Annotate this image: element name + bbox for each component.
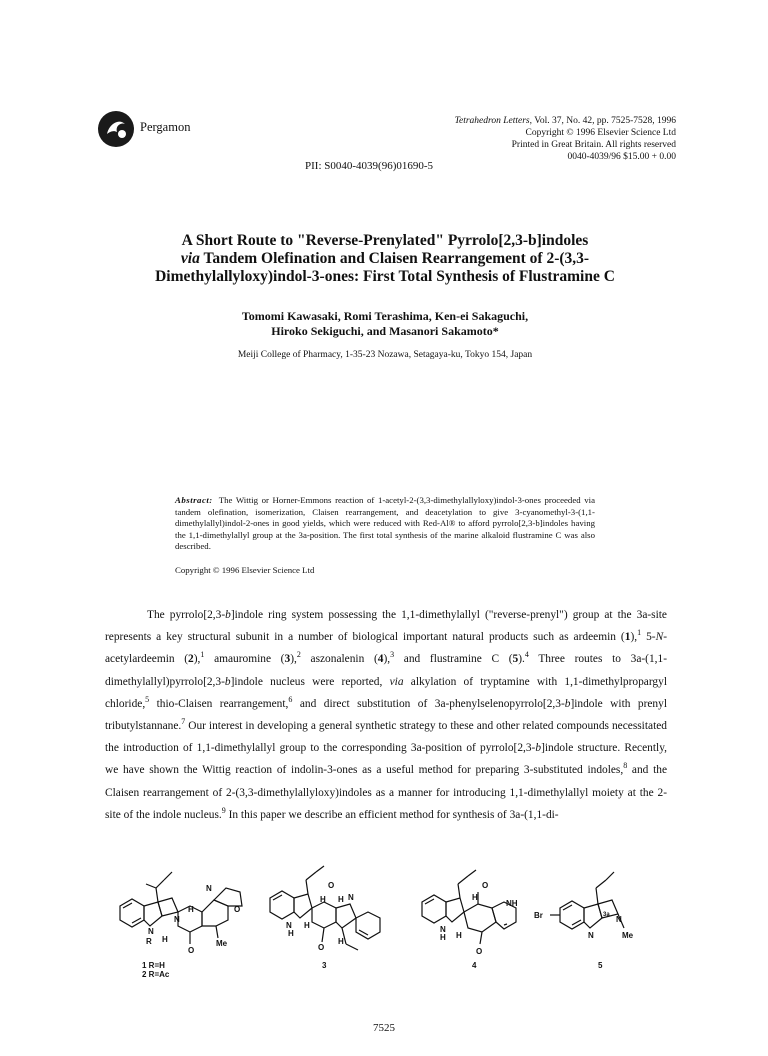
paper-title: A Short Route to "Reverse-Prenylated" Pyrrolo[2,3-b]indoles via Tandem Olefination and Claisen Rearrangement of 2-(3,3- Dimethylallyloxy)indol-3-ones: First Total Synthesis of Flustramine C — [155, 232, 615, 285]
structure-4 — [422, 870, 516, 944]
compound-label-1: 1 R=H — [142, 961, 165, 970]
atom-label: H — [288, 929, 294, 938]
paragraph: The pyrrolo[2,3-b]indole ring system possessing the 1,1-dimethylallyl ("reverse-prenyl") group at the 3a-site represents a key structural subunit in a number of biological important natural products such as ardeemin (1),$^1$ 5-N-acetylardeemin (2),$^1$ amauromine (3),$^2$ aszonalenin (4),$^3$ and flustramine C (5).$^4$ Three routes to 3a-(1,1-dimethylallyl)pyrrolo[2,3-b]indole nucleus were reported, via alkylation of tryptamine with 1,1-dimethylpropargyl chloride,$^5$ thio-Claisen rearrangement,$^6$ and direct substitution of 3a-phenylselenopyrrolo[2,3-b]indole with prenyl tributylstannane.$^7$ Our interest in developing a general synthetic strategy to these and other related compounds necessitated the introduction of 1,1-dimethylallyl group to the corresponding 3a-position of pyrrolo[2,3-b]indole structure. Recently, we have shown the Wittig reaction of indolin-3-ones as a useful method for preparing 3-substituted indoles,$^8$ and the Claisen rearrangement of 2-(3,3-dimethylallyloxy)indoles as a manner for introducing 1,1-dimethylallyl moiety at the 2-site of the indole nucleus.$^9$ In this paper we describe an efficient method for synthesis of 3a-(1,1-di- — [105, 609, 668, 821]
structure-5 — [550, 872, 624, 929]
pergamon-logo — [97, 110, 135, 148]
compound-label-3: 3 — [322, 961, 327, 970]
atom-label: O — [188, 946, 195, 955]
abstract-text: The Wittig or Horner-Emmons reaction of 1-acetyl-2-(3,3-dimethylallyloxy)indol-3-ones proceeded via tandem olefination, isomerization, Claisen rearrangement, and deacetylation to give 3-cyanomethyl-3-(1,1-dimethylallyl)indol-2-ones in good yields, which were reduced with Red-Al® to afford pyrrolo[2,3-b]indoles having the 1,1-dimethylallyl group at the 3a-position. The first total synthesis of the marine alkaloid flustramine C was also described. — [175, 495, 595, 552]
atom-label: H — [472, 893, 478, 902]
body-text — [105, 604, 667, 826]
journal-name: Tetrahedron Letters — [454, 116, 530, 126]
atom-label: N — [616, 915, 622, 924]
atom-label: O — [318, 943, 325, 952]
atom-label: N — [286, 921, 292, 930]
pii: PII: S0040-4039(96)01690-5 — [305, 160, 434, 172]
atom-label: N — [174, 915, 180, 924]
atom-label: N — [148, 927, 154, 936]
journal-info: Tetrahedron Letters, Vol. 37, No. 42, pp. 7525-7528, 1996 Copyright © 1996 Elsevier Science Ltd Printed in Great Britain. All rights reserved 0040-4039/96 $15.00 + 0.00 — [356, 115, 676, 163]
atom-label: 3a — [603, 912, 610, 918]
structure-1-2 — [120, 872, 242, 944]
compound-label-4: 4 — [472, 961, 477, 970]
atom-label: H — [456, 931, 462, 940]
compound-label-2: 2 R=Ac — [142, 970, 170, 978]
atom-label: R — [146, 937, 152, 946]
atom-label: H — [188, 905, 194, 914]
atom-label: N — [588, 931, 594, 940]
page-number: 7525 — [373, 1022, 395, 1034]
atom-label: O — [328, 881, 335, 890]
abstract — [175, 495, 595, 553]
issn-line: 0040-4039/96 $15.00 + 0.00 — [567, 152, 676, 162]
atom-label: H — [320, 895, 326, 904]
compound-label-5: 5 — [598, 961, 603, 970]
chemical-structures-figure — [110, 858, 670, 978]
copyright-line: Copyright © 1996 Elsevier Science Ltd — [525, 128, 676, 138]
abstract-copyright: Copyright © 1996 Elsevier Science Ltd — [175, 565, 315, 575]
atom-label: H — [162, 935, 168, 944]
atom-label: O — [234, 905, 241, 914]
atom-label: O — [476, 947, 483, 956]
structure-3 — [270, 866, 380, 950]
atom-label: N — [348, 893, 354, 902]
atom-label: H — [304, 921, 310, 930]
printed-line: Printed in Great Britain. All rights reserved — [511, 140, 676, 150]
atom-label: NH — [506, 899, 518, 908]
atom-label: H — [338, 937, 344, 946]
authors: Tomomi Kawasaki, Romi Terashima, Ken-ei Sakaguchi, Hiroko Sekiguchi, and Masanori Sakamoto* — [241, 309, 529, 338]
atom-label: H — [338, 895, 344, 904]
atom-label: Me — [216, 939, 228, 948]
publisher-name: Pergamon — [140, 120, 191, 134]
atom-label: O — [482, 881, 489, 890]
affiliation: Meiji College of Pharmacy, 1-35-23 Nozawa, Setagaya-ku, Tokyo 154, Japan — [237, 350, 533, 360]
atom-label: N — [206, 884, 212, 893]
atom-label: Br — [534, 911, 543, 920]
atom-label: Me — [622, 931, 634, 940]
atom-label: N — [440, 925, 446, 934]
abstract-label: Abstract: — [175, 495, 213, 505]
atom-label: H — [440, 933, 446, 942]
